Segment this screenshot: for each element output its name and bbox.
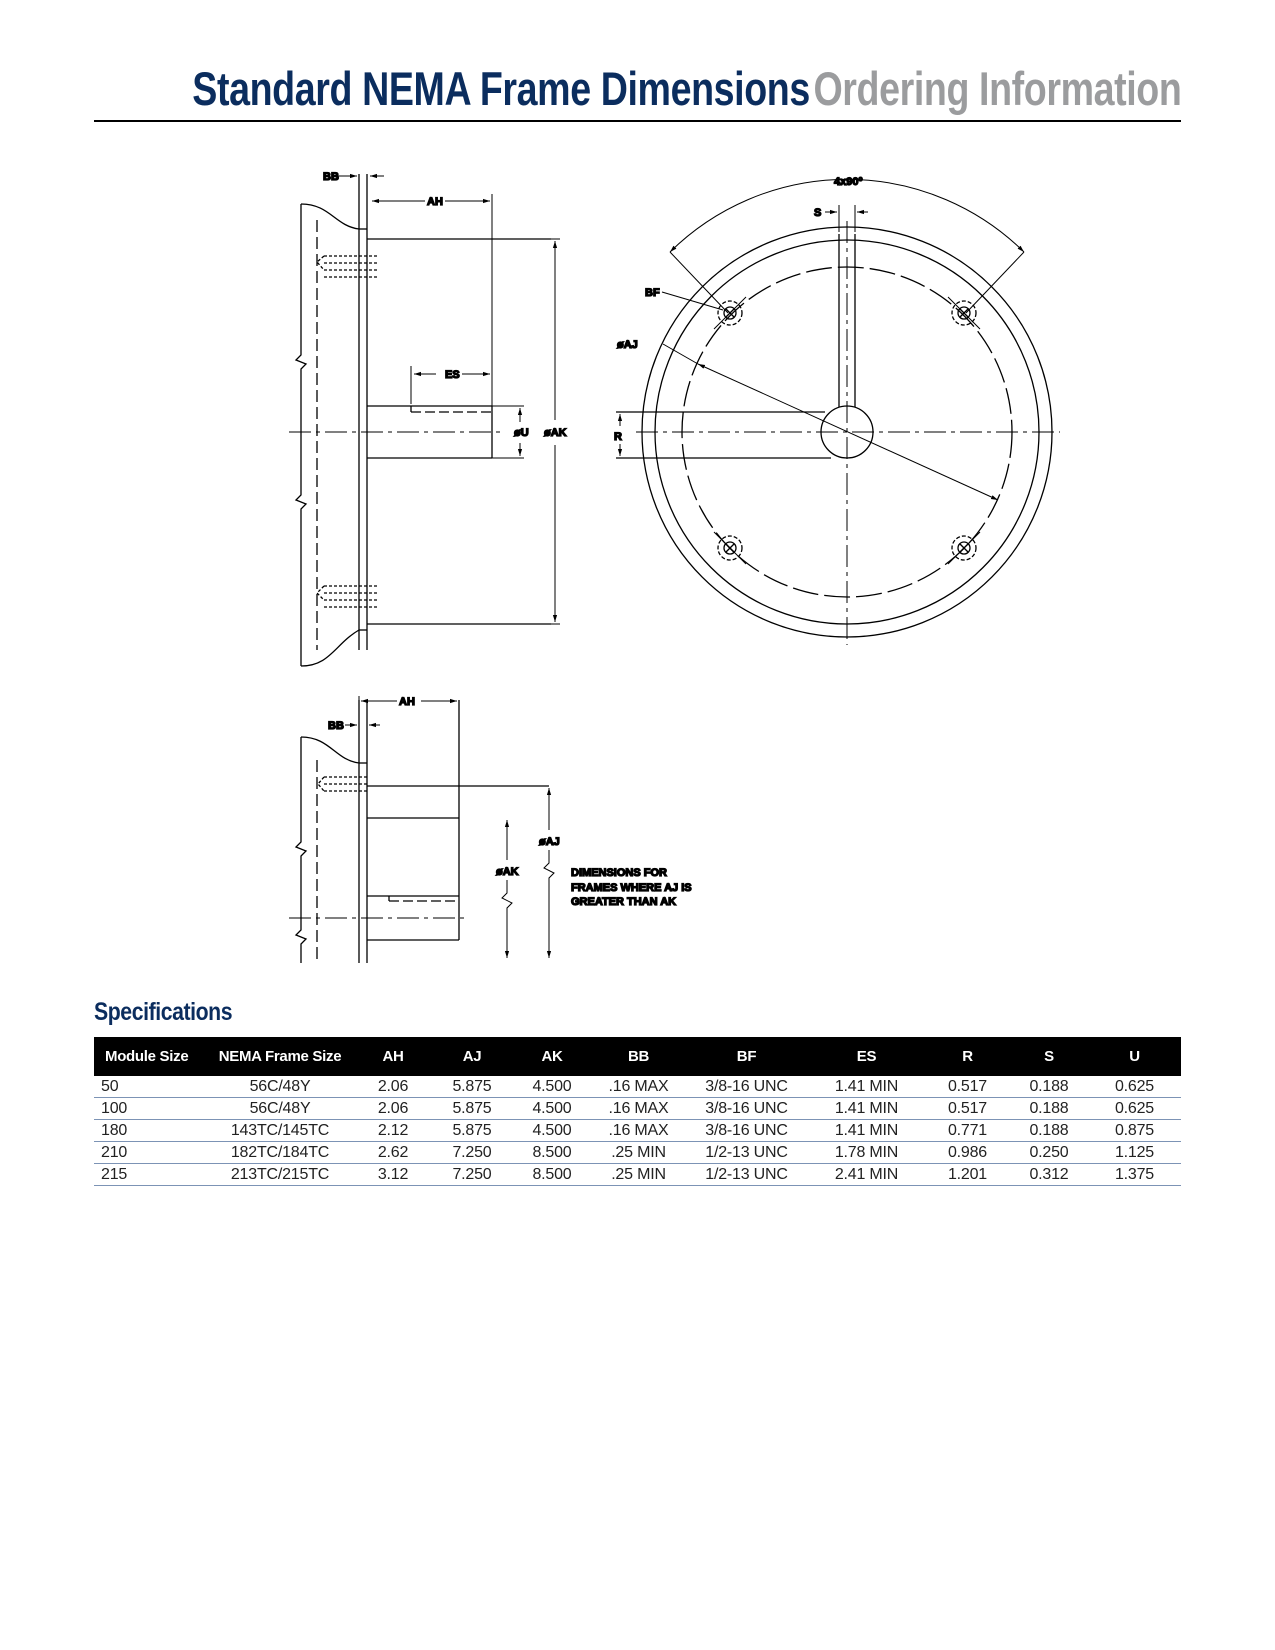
cell-s: 0.188 (1010, 1076, 1088, 1098)
cell-bf: 1/2-13 UNC (685, 1164, 808, 1186)
alt-ah-label: AH (399, 696, 415, 708)
cell-nema-frame-size: 143TC/145TC (206, 1120, 354, 1142)
cell-ak: 4.500 (512, 1120, 592, 1142)
specifications-title: Specifications (94, 998, 233, 1026)
cell-bb: .16 MAX (592, 1076, 685, 1098)
cell-module-size: 50 (94, 1076, 206, 1098)
cell-r: 0.986 (925, 1142, 1010, 1164)
table-header-row (94, 1037, 1181, 1076)
side-es-label: ES (445, 369, 460, 381)
cell-module-size: 215 (94, 1164, 206, 1186)
cell-module-size: 210 (94, 1142, 206, 1164)
alt-aj-label: øAJ (539, 836, 560, 848)
cell-ak: 8.500 (512, 1164, 592, 1186)
cell-u: 0.625 (1088, 1076, 1181, 1098)
table-row (94, 1098, 1181, 1120)
cell-aj: 5.875 (432, 1120, 512, 1142)
cell-ah: 3.12 (354, 1164, 432, 1186)
cell-u: 0.875 (1088, 1120, 1181, 1142)
alt-ak-label: øAK (496, 866, 519, 878)
cell-ah: 2.12 (354, 1120, 432, 1142)
col-header-aj: AJ (462, 1048, 482, 1065)
alt-bb-label: BB (328, 720, 344, 732)
alt-view (289, 696, 692, 963)
cell-aj: 5.875 (432, 1076, 512, 1098)
page-subtitle: Ordering Information (813, 62, 1181, 115)
cell-bb: .25 MIN (592, 1164, 685, 1186)
col-header-nema-frame-size: NEMA Frame Size (218, 1048, 342, 1065)
cell-aj: 7.250 (432, 1142, 512, 1164)
side-ak-label: øAK (544, 427, 567, 439)
cell-bf: 3/8-16 UNC (685, 1076, 808, 1098)
table-row (94, 1164, 1181, 1186)
cell-ak: 4.500 (512, 1098, 592, 1120)
front-view (614, 176, 1060, 645)
cell-ah: 2.06 (354, 1098, 432, 1120)
cell-nema-frame-size: 182TC/184TC (206, 1142, 354, 1164)
alt-note-line-3: GREATER THAN AK (571, 896, 677, 908)
header-title-line (192, 61, 1181, 116)
cell-aj: 5.875 (432, 1098, 512, 1120)
cell-bf: 3/8-16 UNC (685, 1098, 808, 1120)
cell-r: 0.517 (925, 1098, 1010, 1120)
front-bf-label: BF (645, 287, 660, 299)
cell-u: 1.125 (1088, 1142, 1181, 1164)
cell-ak: 8.500 (512, 1142, 592, 1164)
dimension-drawing (0, 150, 1275, 970)
page-title: Standard NEMA Frame Dimensions (191, 62, 810, 115)
cell-bf: 1/2-13 UNC (685, 1142, 808, 1164)
col-header-ah: AH (382, 1048, 404, 1065)
side-view (289, 171, 567, 666)
side-bb-label: BB (323, 171, 339, 183)
cell-u: 1.375 (1088, 1164, 1181, 1186)
cell-bb: .16 MAX (592, 1098, 685, 1120)
table-row (94, 1076, 1181, 1098)
side-ah-label: AH (427, 196, 443, 208)
cell-r: 1.201 (925, 1164, 1010, 1186)
cell-es: 1.41 MIN (808, 1098, 925, 1120)
cell-ah: 2.62 (354, 1142, 432, 1164)
col-header-u: U (1129, 1048, 1140, 1065)
col-header-bb: BB (627, 1048, 650, 1065)
cell-r: 0.517 (925, 1076, 1010, 1098)
specifications-table (94, 1037, 1181, 1186)
cell-es: 2.41 MIN (808, 1164, 925, 1186)
cell-bb: .16 MAX (592, 1120, 685, 1142)
cell-es: 1.41 MIN (808, 1120, 925, 1142)
cell-bf: 3/8-16 UNC (685, 1120, 808, 1142)
cell-es: 1.41 MIN (808, 1076, 925, 1098)
col-header-bf: BF (736, 1048, 757, 1065)
side-u-label: øU (514, 427, 529, 439)
front-s-label: S (814, 207, 822, 219)
cell-es: 1.78 MIN (808, 1142, 925, 1164)
cell-aj: 7.250 (432, 1164, 512, 1186)
cell-nema-frame-size: 56C/48Y (206, 1098, 354, 1120)
front-aj-label: øAJ (617, 339, 638, 351)
alt-note-line-2: FRAMES WHERE AJ IS (571, 882, 692, 894)
cell-module-size: 180 (94, 1120, 206, 1142)
cell-r: 0.771 (925, 1120, 1010, 1142)
table-row (94, 1142, 1181, 1164)
cell-ak: 4.500 (512, 1076, 592, 1098)
table-row (94, 1120, 1181, 1142)
cell-bb: .25 MIN (592, 1142, 685, 1164)
cell-u: 0.625 (1088, 1098, 1181, 1120)
col-header-ak: AK (541, 1048, 563, 1065)
table-body (94, 1076, 1181, 1186)
col-header-es: ES (856, 1048, 877, 1065)
col-header-s: S (1044, 1048, 1054, 1065)
front-r-label: R (614, 431, 622, 443)
cell-ah: 2.06 (354, 1076, 432, 1098)
col-header-module-size: Module Size (105, 1048, 189, 1065)
cell-s: 0.188 (1010, 1120, 1088, 1142)
cell-s: 0.250 (1010, 1142, 1088, 1164)
front-angle-label: 4x90º (834, 176, 863, 188)
alt-note-line-1: DIMENSIONS FOR (571, 867, 667, 879)
cell-module-size: 100 (94, 1098, 206, 1120)
cell-s: 0.188 (1010, 1098, 1088, 1120)
page-header (94, 58, 1181, 122)
col-header-r: R (962, 1048, 973, 1065)
cell-s: 0.312 (1010, 1164, 1088, 1186)
cell-nema-frame-size: 56C/48Y (206, 1076, 354, 1098)
cell-nema-frame-size: 213TC/215TC (206, 1164, 354, 1186)
